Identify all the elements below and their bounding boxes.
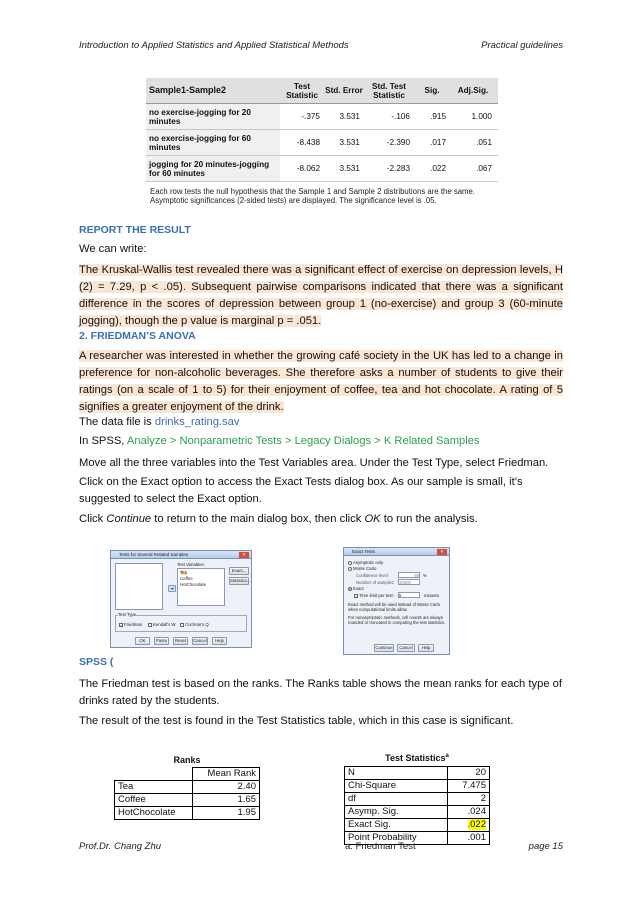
table-row bbox=[345, 806, 490, 819]
table-row bbox=[115, 768, 260, 781]
cell: 3.531 bbox=[339, 112, 360, 121]
test-stats-footnote: a. Friedman Test bbox=[345, 841, 416, 852]
reset-button[interactable]: Reset bbox=[174, 638, 187, 643]
kw-text: The Kruskal-Wallis test revealed there was a significant effect of exercise on depression levels, H (2) = 7.29, p < .05). Subsequent pairwise comparisons indicated that there was a significant difference in the scores of depression between group 1 (no-exercise) and group 3 (60-minute jogging), though the p value is marginal p = .051. bbox=[79, 264, 563, 327]
row-name: Coffee bbox=[115, 794, 193, 807]
cochran-checkbox[interactable] bbox=[180, 622, 209, 627]
table-row bbox=[146, 156, 498, 182]
row-value: 2.40 bbox=[192, 781, 259, 794]
confidence-input[interactable]: 99 bbox=[398, 572, 420, 578]
table-row bbox=[345, 767, 490, 780]
result-text: The result of the test is found in the Test Statistics table, which in this case is significant. bbox=[79, 715, 514, 727]
highlighted-value: .022 bbox=[467, 819, 486, 830]
report-heading: REPORT THE RESULT bbox=[79, 224, 191, 236]
exact-option-text: Click on the Exact option to access the Exact Tests dialog box. As our sample is small, it’s suggested to select the Exact option. bbox=[79, 476, 523, 505]
continue-button[interactable]: Continue bbox=[375, 645, 393, 650]
row-value: .001 bbox=[448, 832, 490, 845]
row-value: 7.475 bbox=[448, 780, 490, 793]
title-text: Test Statistics bbox=[385, 753, 446, 763]
dialog-title bbox=[111, 551, 251, 559]
cell: .067 bbox=[476, 164, 492, 173]
text-part: to return to the main dialog box, then click bbox=[151, 513, 365, 525]
asymptotic-radio[interactable] bbox=[348, 560, 383, 565]
ok-word: OK bbox=[364, 513, 381, 525]
move-vars-text: Move all the three variables into the Test Variables area. Under the Test Type, select Friedman. bbox=[79, 457, 549, 469]
cell: -.106 bbox=[391, 112, 410, 121]
datafile-prefix: The data file is bbox=[79, 416, 155, 428]
col-std: Std. Test Statistic bbox=[372, 81, 406, 100]
move-arrow-button[interactable]: ➔ bbox=[168, 585, 176, 592]
radio-icon bbox=[348, 561, 352, 565]
footer-page: page 15 bbox=[528, 841, 563, 852]
checkbox-icon bbox=[180, 623, 184, 627]
checkbox-icon bbox=[148, 623, 152, 627]
exact-tests-dialog bbox=[343, 547, 450, 655]
rounding-note: For nonasymptotic methods, cell counts are always rounded or truncated in computing the test statistics. bbox=[348, 615, 446, 625]
close-icon[interactable]: ✕ bbox=[239, 552, 249, 558]
cell: .022 bbox=[430, 164, 446, 173]
option-label: Monte Carlo bbox=[353, 566, 377, 571]
pairwise-table bbox=[146, 78, 498, 182]
row-name: Tea bbox=[115, 781, 193, 794]
col-test: Test Statistic bbox=[286, 81, 318, 100]
col-adj: Adj.Sig. bbox=[457, 86, 489, 95]
row-value: 1.95 bbox=[192, 807, 259, 820]
row-value bbox=[448, 819, 490, 832]
spss-path-line bbox=[79, 433, 563, 450]
we-can-write: We can write: bbox=[79, 243, 147, 255]
ok-button[interactable]: OK bbox=[135, 637, 150, 645]
table-row bbox=[146, 130, 498, 156]
test-type-label: Test Type bbox=[118, 612, 137, 617]
exact-radio[interactable] bbox=[348, 586, 364, 591]
pairwise-note bbox=[150, 187, 480, 205]
test-variables-list[interactable] bbox=[177, 568, 225, 606]
cell: .051 bbox=[476, 138, 492, 147]
scenario-text: A researcher was interested in whether the growing café society in the UK has led to a change in preference for non-alcoholic beverages. She therefore asks a number of students to give their ratings (on a scale of 1 to 5) for their enjoyment of coffee, tea and hot chocolate. A rating of 5 signifies a greater enjoyment of the drink. bbox=[79, 350, 563, 413]
table-row bbox=[146, 104, 498, 130]
check-icon: ✓ bbox=[355, 593, 359, 599]
exact-button[interactable]: Exact... bbox=[229, 567, 249, 575]
friedman-heading: 2. FRIEDMAN’S ANOVA bbox=[79, 330, 196, 342]
percent-label: % bbox=[423, 573, 427, 578]
footnote-mark: a bbox=[445, 753, 449, 759]
radio-selected-icon bbox=[348, 587, 352, 591]
spss-output-heading: SPSS ( bbox=[79, 656, 114, 668]
text-part: Click bbox=[79, 513, 107, 525]
row-name: HotChocolate bbox=[115, 807, 193, 820]
close-icon[interactable]: ✕ bbox=[437, 549, 447, 555]
ranks-explanation: The Friedman test is based on the ranks. The Ranks table shows the mean ranks for each type of drinks rated by the students. bbox=[79, 678, 562, 707]
row-value: 20 bbox=[448, 767, 490, 780]
friedman-checkbox[interactable] bbox=[119, 622, 142, 627]
cell: 1.000 bbox=[471, 112, 492, 121]
check-icon: ✓ bbox=[120, 622, 124, 628]
row-label: no exercise-jogging for 60 minutes bbox=[146, 130, 280, 155]
header-right: Practical guidelines bbox=[481, 40, 563, 51]
footer-author: Prof.Dr. Chang Zhu bbox=[79, 841, 162, 852]
continue-text bbox=[79, 511, 563, 528]
kw-paragraph bbox=[79, 262, 563, 330]
row-value: 2 bbox=[448, 793, 490, 806]
test-stats-table bbox=[344, 766, 490, 845]
kendall-checkbox[interactable] bbox=[148, 622, 176, 627]
dialog-title-text: Tests for Several Related Samples bbox=[119, 552, 189, 557]
cell: -2.283 bbox=[386, 164, 410, 173]
cell: -8.062 bbox=[296, 164, 320, 173]
cell: .915 bbox=[430, 112, 446, 121]
datafile-link[interactable]: drinks_rating.sav bbox=[154, 416, 240, 428]
samples-label: Number of samples: bbox=[356, 580, 395, 585]
header-left: Introduction to Applied Statistics and Applied Statistical Methods bbox=[79, 40, 349, 51]
pairwise-header bbox=[146, 78, 498, 104]
col-mean-rank: Mean Rank bbox=[192, 768, 259, 781]
samples-input[interactable]: 10000 bbox=[398, 579, 420, 585]
col-sig: Sig. bbox=[424, 86, 440, 95]
cell: 3.531 bbox=[339, 138, 360, 147]
test-stats-title bbox=[344, 753, 490, 763]
row-name: Exact Sig. bbox=[345, 819, 448, 832]
empty-cell bbox=[115, 768, 193, 781]
cell: 3.531 bbox=[339, 164, 360, 173]
note-line: Each row tests the null hypothesis that the Sample 1 and Sample 2 distributions are the same. bbox=[150, 187, 476, 196]
text-part: to run the analysis. bbox=[380, 513, 478, 525]
time-limit-checkbox[interactable] bbox=[354, 593, 394, 598]
cell: -.375 bbox=[301, 112, 320, 121]
source-variable-list[interactable] bbox=[115, 563, 163, 610]
option-label: Exact bbox=[353, 586, 364, 591]
continue-word: Continue bbox=[106, 513, 152, 525]
dialog-title-text: Exact Tests bbox=[352, 549, 375, 554]
dialog-title bbox=[344, 548, 449, 556]
exact-note: Exact method will be used instead of Monte Carlo when computational limits allow. bbox=[348, 602, 440, 612]
table-row bbox=[115, 807, 260, 820]
option-label: Time limit per test: bbox=[359, 593, 394, 598]
variable-item[interactable]: Coffee bbox=[180, 576, 193, 581]
row-name: N bbox=[345, 767, 448, 780]
note-line: Asymptotic significances (2-sided tests) are displayed. The significance level is .05. bbox=[150, 196, 437, 205]
cancel-button[interactable]: Cancel bbox=[397, 644, 415, 652]
statistics-button[interactable]: Statistics... bbox=[230, 578, 251, 583]
scenario-paragraph bbox=[79, 348, 563, 416]
related-samples-dialog bbox=[110, 550, 252, 648]
row-label: jogging for 20 minutes-jogging for 60 minutes bbox=[146, 156, 280, 181]
cell: -2.390 bbox=[386, 138, 410, 147]
variable-item[interactable]: HotChocolate bbox=[180, 582, 207, 587]
col-sample: Sample1-Sample2 bbox=[149, 85, 227, 95]
table-row bbox=[345, 780, 490, 793]
spss-menu-path: Analyze > Nonparametric Tests > Legacy Dialogs > K Related Samples bbox=[126, 435, 480, 447]
confidence-label: Confidence level: bbox=[356, 573, 389, 578]
test-type-group bbox=[115, 612, 247, 632]
datafile-line bbox=[79, 414, 563, 431]
row-name: Asymp. Sig. bbox=[345, 806, 448, 819]
variable-item[interactable]: Tea bbox=[180, 570, 187, 575]
spss-prefix: In SPSS, bbox=[79, 435, 127, 447]
cancel-button[interactable]: Cancel bbox=[193, 638, 207, 643]
option-label: Asymptotic only bbox=[353, 560, 384, 565]
time-limit-input[interactable]: 5 bbox=[398, 592, 420, 598]
help-button[interactable]: Help bbox=[418, 644, 434, 652]
row-value: .024 bbox=[448, 806, 490, 819]
minutes-label: minutes bbox=[424, 593, 440, 598]
table-row bbox=[115, 794, 260, 807]
option-label: Cochran's Q bbox=[185, 622, 209, 627]
monte-carlo-radio[interactable] bbox=[348, 566, 376, 571]
row-value: 1.65 bbox=[192, 794, 259, 807]
ranks-title: Ranks bbox=[173, 755, 201, 765]
cell: -8.438 bbox=[296, 138, 320, 147]
paste-button[interactable]: Paste bbox=[156, 638, 167, 643]
table-row bbox=[345, 793, 490, 806]
option-label: Kendall's W bbox=[153, 622, 176, 627]
ranks-table bbox=[114, 767, 260, 820]
radio-icon bbox=[348, 567, 352, 571]
col-se: Std. Error bbox=[325, 86, 363, 95]
row-label: no exercise-jogging for 20 minutes bbox=[146, 104, 280, 129]
cell: .017 bbox=[430, 138, 446, 147]
option-label: Friedman bbox=[124, 622, 143, 627]
table-row bbox=[345, 819, 490, 832]
row-name: Chi-Square bbox=[345, 780, 448, 793]
table-row bbox=[115, 781, 260, 794]
help-button[interactable]: Help bbox=[212, 637, 227, 645]
row-name: Point Probability bbox=[345, 832, 448, 845]
row-name: df bbox=[345, 793, 448, 806]
test-variables-label: Test Variables: bbox=[177, 562, 205, 567]
